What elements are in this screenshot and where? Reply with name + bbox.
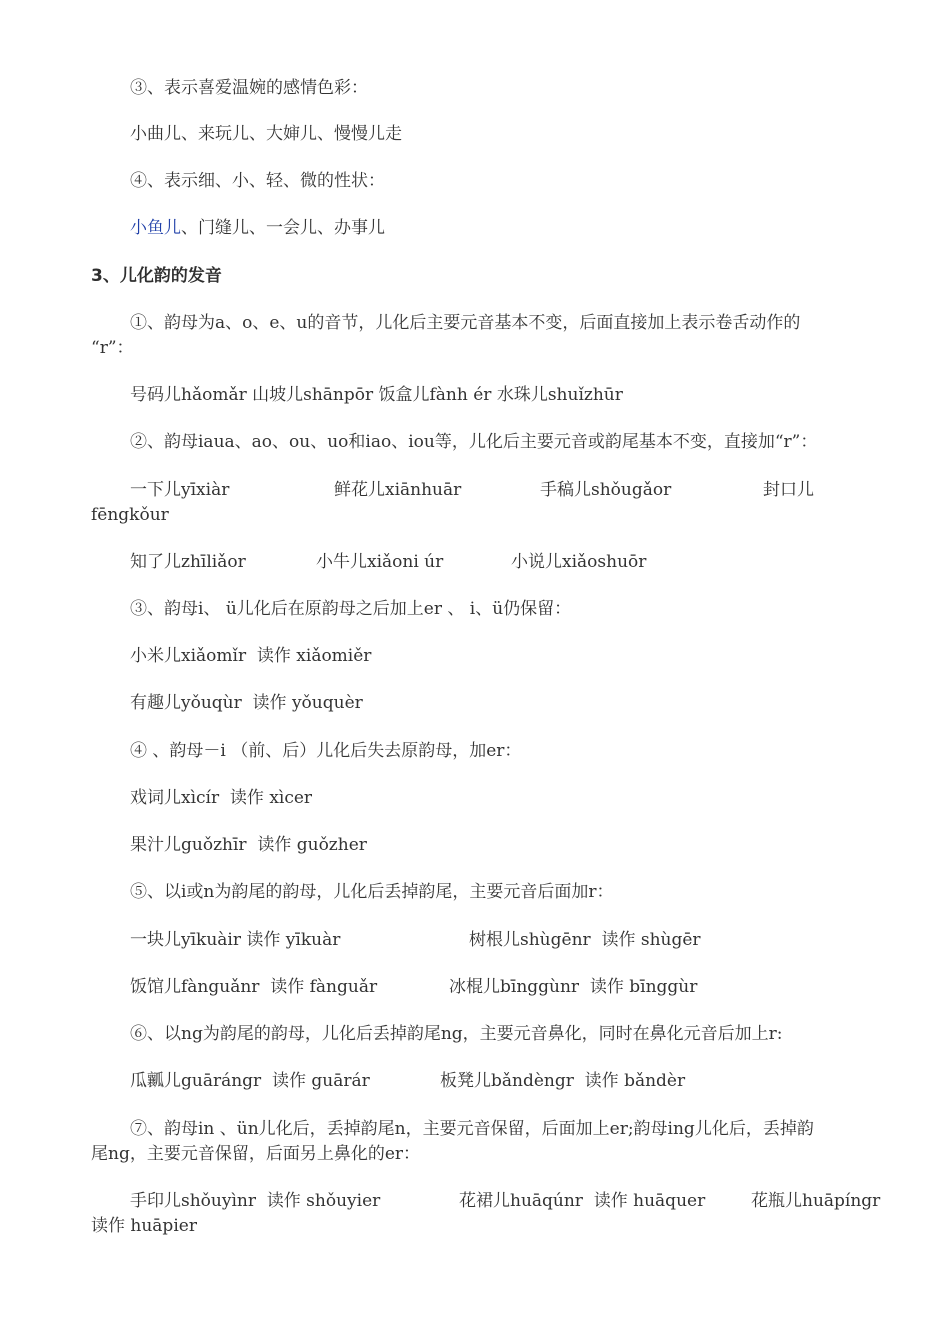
example-item: 一下儿yīxiàr bbox=[130, 480, 230, 500]
example-item: 冰棍儿bīnggùnr 读作 bīnggùr bbox=[449, 977, 698, 997]
rule-4: ④ 、韵母－i （前、后）儿化后失去原韵母，加er： bbox=[130, 741, 522, 761]
example-line: 号码儿hǎomǎr 山坡儿shānpōr 饭盒儿fành ér 水珠儿shuǐzhūr bbox=[130, 385, 623, 405]
rule-1: ①、韵母为a、o、e、u的音节，儿化后主要元音基本不变，后面直接加上表示卷舌动作的 bbox=[130, 313, 801, 333]
example-item: 板凳儿bǎndèngr 读作 bǎndèr bbox=[440, 1071, 686, 1091]
section-heading: 3、儿化韵的发音 bbox=[91, 266, 222, 286]
example-line: 小米儿xiǎomǐr 读作 xiǎomiěr bbox=[130, 646, 372, 666]
example-item: 读作 huāpier bbox=[91, 1216, 197, 1236]
example-line: 小曲儿、来玩儿、大婶儿、慢慢儿走 bbox=[130, 124, 402, 144]
example-item: 花裙儿huāqúnr 读作 huāquer bbox=[459, 1191, 706, 1211]
example-item: 瓜瓤儿guārángr 读作 guārár bbox=[130, 1071, 370, 1091]
example-line: 有趣儿yǒuqùr 读作 yǒuquèr bbox=[130, 693, 363, 713]
example-item: 小牛儿xiǎoni úr bbox=[316, 552, 444, 572]
example-item: 小说儿xiǎoshuōr bbox=[511, 552, 647, 572]
example-item: 鲜花儿xiānhuār bbox=[334, 480, 462, 500]
rule-6: ⑥、以ng为韵尾的韵母，儿化后丢掉韵尾ng，主要元音鼻化，同时在鼻化元音后加上r: bbox=[130, 1024, 783, 1044]
paragraph-3: ③、表示喜爱温婉的感情色彩： bbox=[130, 78, 368, 98]
example-item: fēngkǒur bbox=[91, 505, 169, 525]
example-item: 饭馆儿fànguǎnr 读作 fànguǎr bbox=[130, 977, 378, 997]
rule-5: ⑤、以i或n为韵尾的韵母，儿化后丢掉韵尾，主要元音后面加r： bbox=[130, 882, 614, 902]
example-line: 果汁儿guǒzhīr 读作 guǒzher bbox=[130, 835, 367, 855]
rule-2: ②、韵母iaua、ao、ou、uo和iao、iou等，儿化后主要元音或韵尾基本不变，直接加“r”： bbox=[130, 432, 818, 452]
example-line bbox=[130, 216, 385, 240]
example-item: 封口儿 bbox=[763, 480, 814, 500]
rule-7: ⑦、韵母in 、ün儿化后，丢掉韵尾n，主要元音保留，后面加上er;韵母ing儿化后，丢掉韵 bbox=[130, 1119, 814, 1139]
example-item: 手印儿shǒuyìnr 读作 shǒuyier bbox=[130, 1191, 381, 1211]
example-item: 树根儿shùgēnr 读作 shùgēr bbox=[469, 930, 701, 950]
example-line: 戏词儿xìcír 读作 xìcer bbox=[130, 788, 313, 808]
example-item: 手稿儿shǒugǎor bbox=[540, 480, 672, 500]
example-item: 花瓶儿huāpíngr bbox=[751, 1191, 881, 1211]
example-item: 一块儿yīkuàir 读作 yīkuàr bbox=[130, 930, 341, 950]
example-rest: 、门缝儿、一会儿、办事儿 bbox=[181, 218, 385, 238]
paragraph-4: ④、表示细、小、轻、微的性状： bbox=[130, 171, 385, 191]
xiaoyuer-link[interactable]: 小鱼儿 bbox=[130, 218, 181, 238]
rule-7-cont: 尾ng，主要元音保留，后面另上鼻化的er： bbox=[91, 1144, 421, 1164]
rule-3: ③、韵母i、 ü儿化后在原韵母之后加上er 、 i、ü仍保留： bbox=[130, 599, 572, 619]
example-item: 知了儿zhīliǎor bbox=[130, 552, 246, 572]
rule-1-cont: “r”： bbox=[91, 338, 134, 358]
